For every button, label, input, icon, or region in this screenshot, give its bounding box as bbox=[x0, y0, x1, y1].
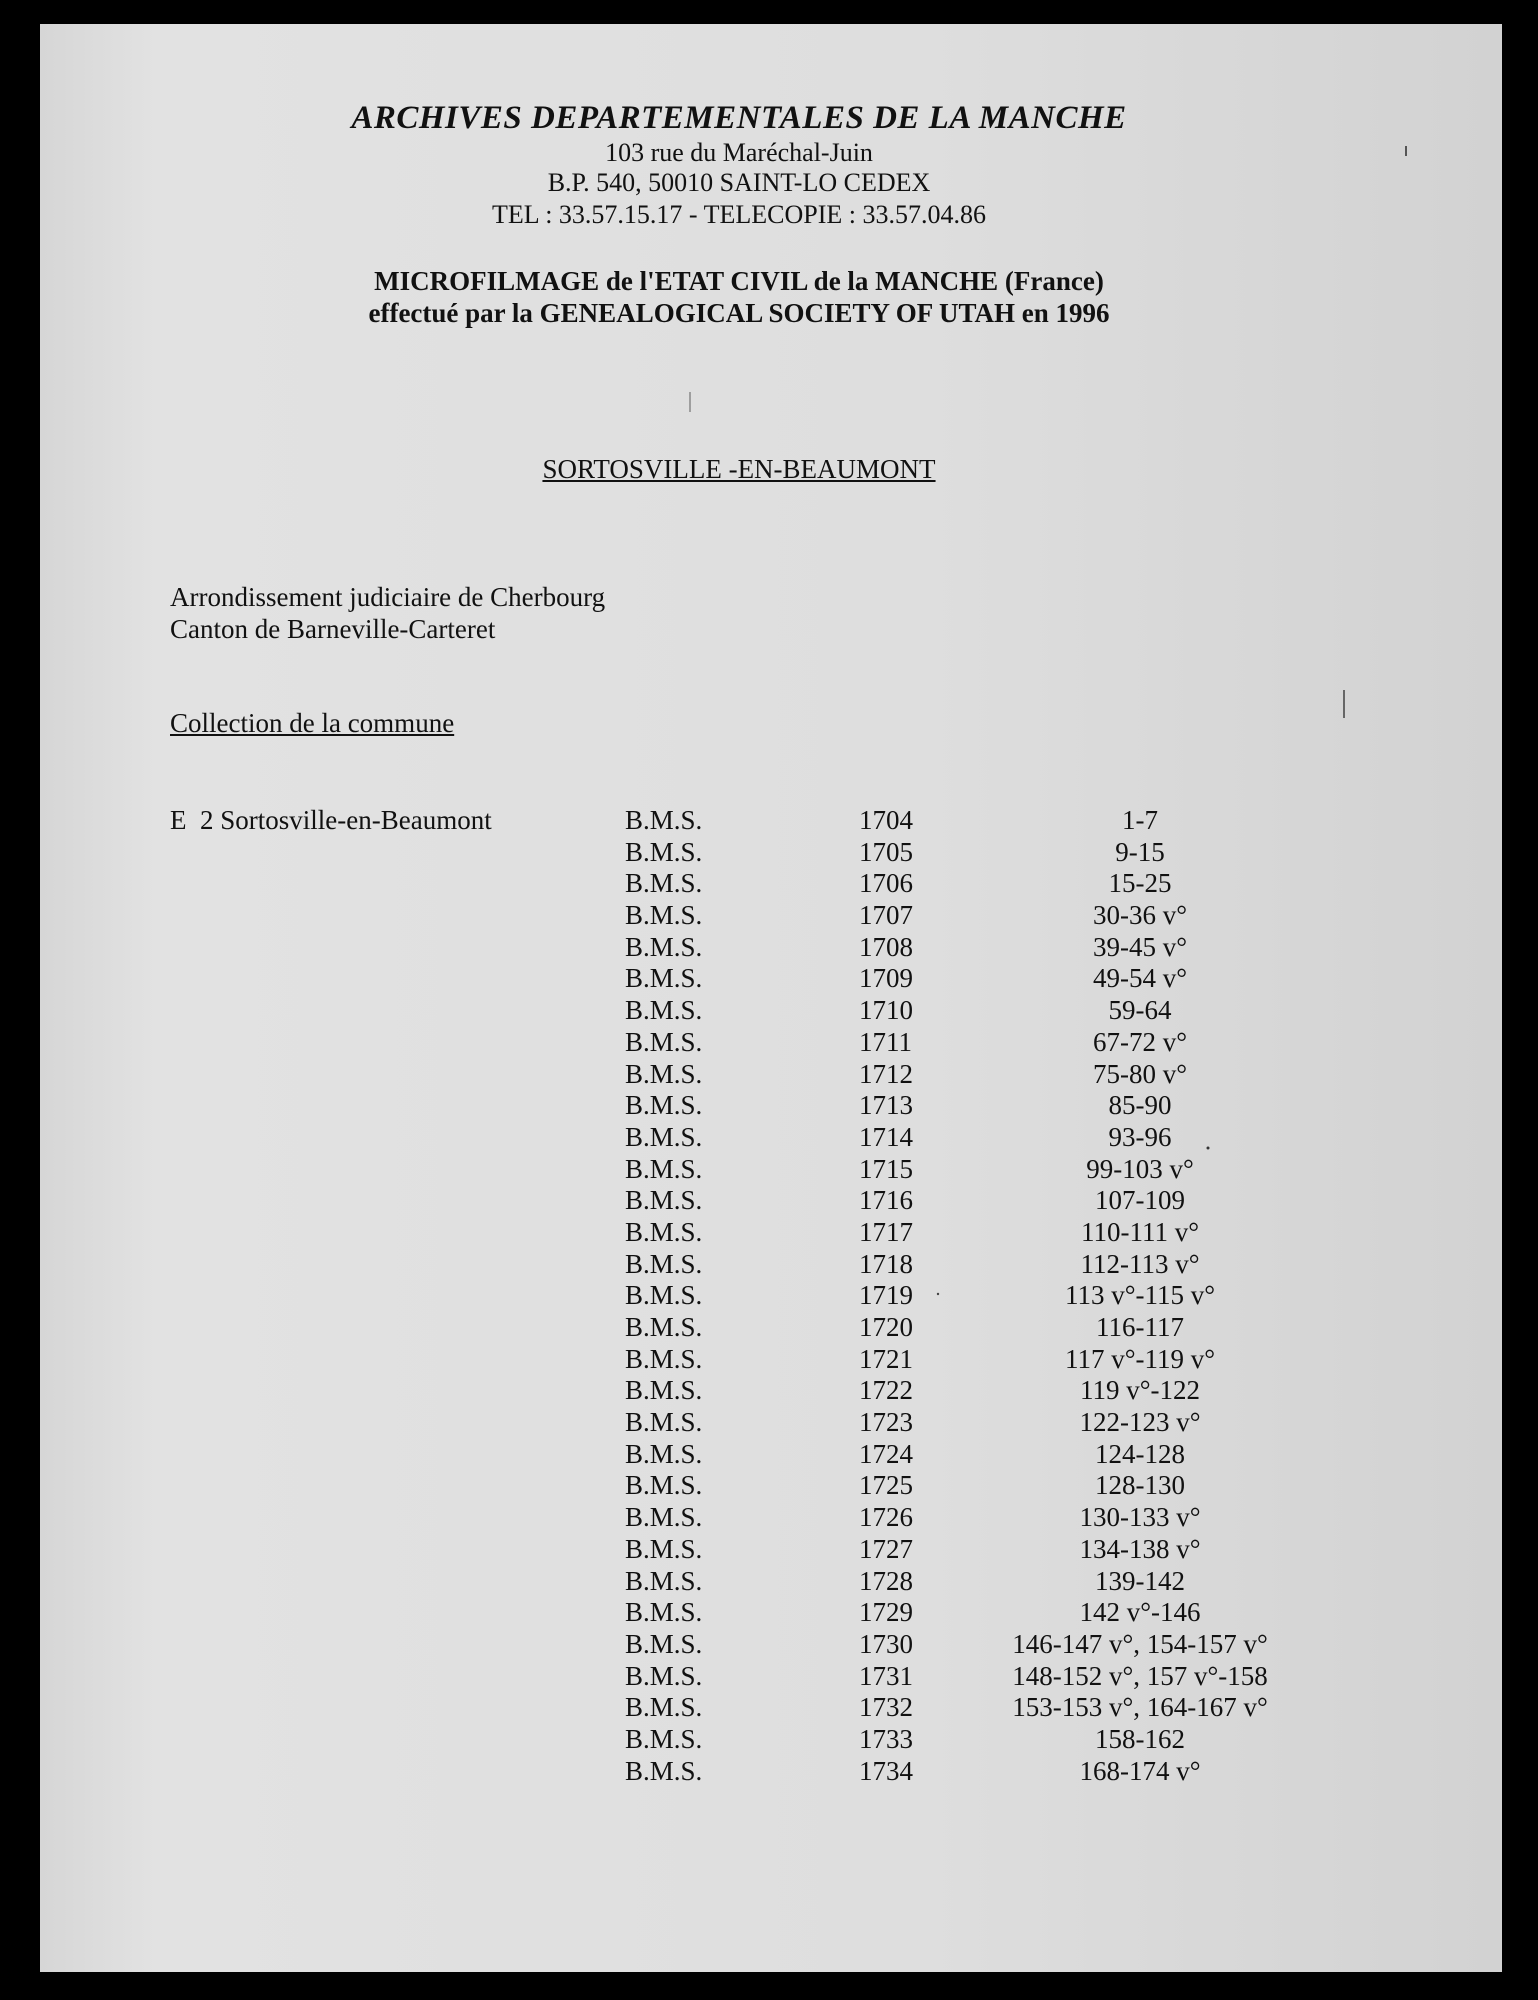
record-year: 1715 bbox=[859, 1153, 913, 1184]
record-type: B.M.S. bbox=[625, 1755, 703, 1786]
record-type: B.M.S. bbox=[625, 900, 703, 931]
record-pages: 148-152 v°, 157 v°-158 bbox=[1012, 1660, 1268, 1691]
table-row bbox=[0, 837, 1538, 869]
record-year: 1717 bbox=[859, 1216, 913, 1247]
record-type: B.M.S. bbox=[625, 1502, 703, 1533]
record-year: 1734 bbox=[859, 1755, 913, 1786]
record-year: 1716 bbox=[859, 1185, 913, 1216]
record-type: B.M.S. bbox=[625, 1312, 703, 1342]
record-pages: 117 v°-119 v° bbox=[1064, 1343, 1216, 1374]
table-row bbox=[0, 932, 1538, 964]
record-year: 1719 bbox=[859, 1280, 913, 1311]
record-year: 1713 bbox=[859, 1090, 913, 1121]
table-row bbox=[0, 1344, 1538, 1376]
record-type: B.M.S. bbox=[625, 1248, 703, 1279]
record-type: B.M.S. bbox=[625, 1407, 703, 1438]
table-row bbox=[0, 1185, 1538, 1217]
record-type: B.M.S. bbox=[625, 1628, 703, 1659]
table-row bbox=[0, 1756, 1538, 1788]
record-year: 1725 bbox=[859, 1470, 913, 1501]
record-year: 1731 bbox=[859, 1660, 913, 1691]
record-type: B.M.S. bbox=[625, 1660, 703, 1691]
table-row bbox=[0, 1692, 1538, 1724]
record-type: B.M.S. bbox=[625, 1153, 703, 1184]
record-year: 1724 bbox=[859, 1438, 913, 1469]
record-type: B.M.S. bbox=[625, 1438, 703, 1469]
register-reference: E 2 Sortosville-en-Beaumont bbox=[170, 805, 492, 835]
contact-line: TEL : 33.57.15.17 - TELECOPIE : 33.57.04.86 bbox=[492, 200, 986, 229]
record-year: 1710 bbox=[859, 995, 913, 1026]
record-pages: 112-113 v° bbox=[1080, 1248, 1200, 1279]
record-pages: 116-117 bbox=[1096, 1312, 1184, 1342]
record-type: B.M.S. bbox=[625, 1280, 703, 1311]
table-row bbox=[0, 1597, 1538, 1629]
archive-title: ARCHIVES DEPARTEMENTALES DE LA MANCHE bbox=[351, 100, 1127, 136]
record-pages: 168-174 v° bbox=[1079, 1755, 1201, 1786]
record-type: B.M.S. bbox=[625, 1692, 703, 1723]
record-pages: 113 v°-115 v° bbox=[1064, 1280, 1216, 1311]
record-year: 1728 bbox=[859, 1565, 913, 1596]
record-pages: 99-103 v° bbox=[1086, 1153, 1194, 1184]
table-row bbox=[0, 1566, 1538, 1598]
table-row bbox=[0, 1724, 1538, 1756]
arrondissement-line: Arrondissement judiciaire de Cherbourg bbox=[170, 582, 606, 612]
canton-line: Canton de Barneville-Carteret bbox=[170, 614, 496, 644]
table-row bbox=[0, 1249, 1538, 1281]
table-row bbox=[0, 1407, 1538, 1439]
record-pages: 30-36 v° bbox=[1092, 900, 1188, 931]
record-year: 1709 bbox=[859, 963, 913, 994]
record-type: B.M.S. bbox=[625, 963, 703, 994]
record-pages: 122-123 v° bbox=[1079, 1407, 1201, 1438]
record-year: 1706 bbox=[859, 868, 913, 899]
table-row bbox=[0, 1312, 1538, 1344]
record-pages: 59-64 bbox=[1108, 995, 1172, 1026]
record-pages: 153-153 v°, 164-167 v° bbox=[1012, 1692, 1268, 1723]
table-row bbox=[0, 995, 1538, 1027]
record-type: B.M.S. bbox=[625, 1375, 703, 1406]
commune-title: SORTOSVILLE -EN-BEAUMONT bbox=[542, 454, 936, 484]
record-pages: 9-15 bbox=[1115, 836, 1165, 867]
record-pages: 107-109 bbox=[1095, 1185, 1185, 1216]
record-type: B.M.S. bbox=[625, 1216, 703, 1247]
table-row bbox=[0, 1534, 1538, 1566]
record-type: B.M.S. bbox=[625, 1090, 703, 1121]
record-year: 1705 bbox=[859, 836, 913, 867]
table-row bbox=[0, 1439, 1538, 1471]
record-type: B.M.S. bbox=[625, 931, 703, 962]
record-type: B.M.S. bbox=[625, 805, 703, 835]
record-type: B.M.S. bbox=[625, 1565, 703, 1596]
record-year: 1729 bbox=[859, 1597, 913, 1628]
record-year: 1714 bbox=[859, 1121, 913, 1152]
microfilm-heading-1: MICROFILMAGE de l'ETAT CIVIL de la MANCHE (France) bbox=[374, 266, 1104, 296]
record-pages: 139-142 bbox=[1095, 1565, 1185, 1596]
collection-heading: Collection de la commune bbox=[170, 708, 455, 738]
table-row bbox=[0, 1217, 1538, 1249]
record-type: B.M.S. bbox=[625, 1343, 703, 1374]
table-row bbox=[0, 1629, 1538, 1661]
record-pages: 39-45 v° bbox=[1092, 931, 1188, 962]
record-type: B.M.S. bbox=[625, 1026, 703, 1057]
record-type: B.M.S. bbox=[625, 1185, 703, 1216]
record-year: 1723 bbox=[859, 1407, 913, 1438]
record-pages: 15-25 bbox=[1108, 868, 1172, 899]
record-pages: 110-111 v° bbox=[1080, 1216, 1200, 1247]
record-pages: 93-96 bbox=[1108, 1121, 1172, 1152]
record-year: 1732 bbox=[859, 1692, 913, 1723]
table-row bbox=[0, 805, 1538, 837]
table-row bbox=[0, 963, 1538, 995]
record-pages: 1-7 bbox=[1122, 805, 1158, 835]
record-pages: 158-162 bbox=[1095, 1723, 1185, 1754]
table-row bbox=[0, 1280, 1538, 1312]
table-row bbox=[0, 1027, 1538, 1059]
record-pages: 85-90 bbox=[1108, 1090, 1172, 1121]
record-type: B.M.S. bbox=[625, 1058, 703, 1089]
record-type: B.M.S. bbox=[625, 868, 703, 899]
record-pages: 128-130 bbox=[1095, 1470, 1185, 1501]
table-row bbox=[0, 1470, 1538, 1502]
table-row bbox=[0, 1502, 1538, 1534]
record-year: 1720 bbox=[859, 1312, 913, 1342]
record-pages: 142 v°-146 bbox=[1079, 1597, 1201, 1628]
table-row bbox=[0, 1154, 1538, 1186]
record-year: 1722 bbox=[859, 1375, 913, 1406]
record-type: B.M.S. bbox=[625, 1121, 703, 1152]
table-row bbox=[0, 1661, 1538, 1693]
record-type: B.M.S. bbox=[625, 1597, 703, 1628]
record-type: B.M.S. bbox=[625, 1723, 703, 1754]
microfilm-heading-2: effectué par la GENEALOGICAL SOCIETY OF UTAH en 1996 bbox=[368, 298, 1110, 328]
record-year: 1721 bbox=[859, 1343, 913, 1374]
record-type: B.M.S. bbox=[625, 1470, 703, 1501]
record-year: 1733 bbox=[859, 1723, 913, 1754]
record-pages: 49-54 v° bbox=[1092, 963, 1188, 994]
record-pages: 119 v°-122 bbox=[1079, 1375, 1201, 1406]
record-pages: 130-133 v° bbox=[1079, 1502, 1201, 1533]
record-year: 1711 bbox=[859, 1026, 912, 1057]
record-type: B.M.S. bbox=[625, 1533, 703, 1564]
record-year: 1730 bbox=[859, 1628, 913, 1659]
record-year: 1708 bbox=[859, 931, 913, 962]
record-type: B.M.S. bbox=[625, 995, 703, 1026]
records-table bbox=[0, 805, 1538, 1787]
table-row bbox=[0, 868, 1538, 900]
record-year: 1712 bbox=[859, 1058, 913, 1089]
address-line-2: B.P. 540, 50010 SAINT-LO CEDEX bbox=[547, 168, 931, 197]
address-line-1: 103 rue du Maréchal-Juin bbox=[605, 138, 873, 167]
table-row bbox=[0, 900, 1538, 932]
table-row bbox=[0, 1059, 1538, 1091]
record-pages: 146-147 v°, 154-157 v° bbox=[1012, 1628, 1268, 1659]
table-row bbox=[0, 1090, 1538, 1122]
record-year: 1704 bbox=[859, 805, 913, 835]
record-year: 1718 bbox=[859, 1248, 913, 1279]
table-row bbox=[0, 1375, 1538, 1407]
record-pages: 75-80 v° bbox=[1092, 1058, 1188, 1089]
record-year: 1727 bbox=[859, 1533, 913, 1564]
record-year: 1726 bbox=[859, 1502, 913, 1533]
record-pages: 124-128 bbox=[1095, 1438, 1185, 1469]
record-pages: 67-72 v° bbox=[1092, 1026, 1188, 1057]
record-pages: 134-138 v° bbox=[1079, 1533, 1201, 1564]
table-row bbox=[0, 1122, 1538, 1154]
record-year: 1707 bbox=[859, 900, 913, 931]
record-type: B.M.S. bbox=[625, 836, 703, 867]
